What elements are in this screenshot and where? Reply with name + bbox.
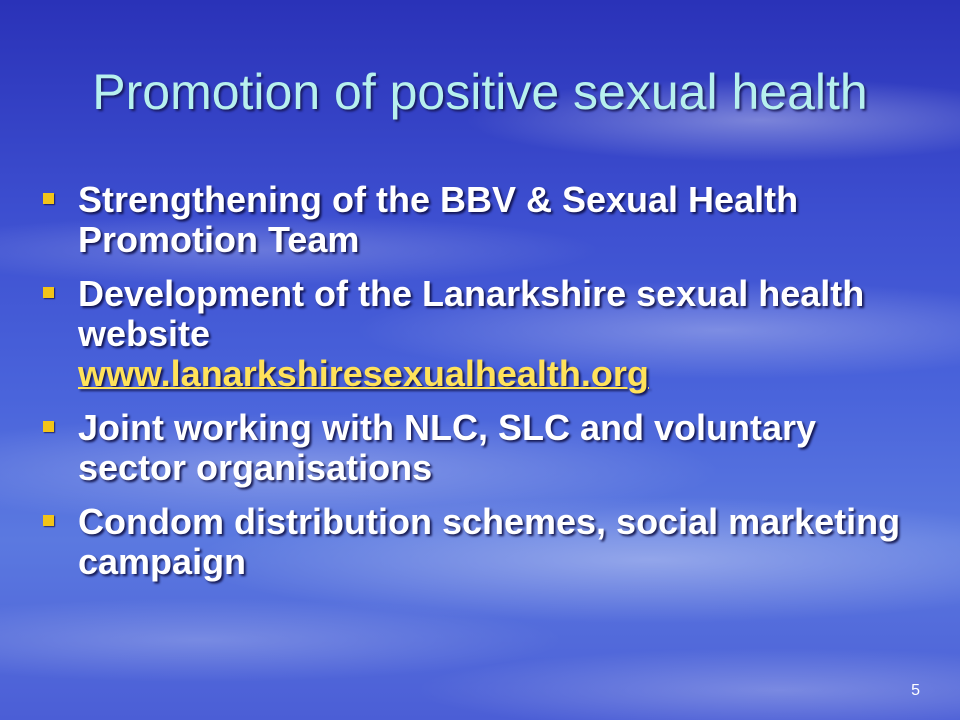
website-link[interactable]: www.lanarkshiresexualhealth.org	[78, 353, 649, 394]
bullet-item	[40, 408, 920, 488]
square-bullet-icon	[43, 287, 54, 298]
bullet-item	[40, 502, 920, 582]
square-bullet-icon	[43, 515, 54, 526]
bullet-list	[40, 180, 920, 596]
square-bullet-icon	[43, 421, 54, 432]
bullet-item	[40, 180, 920, 260]
slide-title: Promotion of positive sexual health	[92, 64, 868, 120]
bullet-text: Development of the Lanarkshire sexual health website	[78, 273, 865, 354]
square-bullet-icon	[43, 193, 54, 204]
bullet-text: Condom distribution schemes, social marketing campaign	[78, 501, 901, 582]
bullet-text: Strengthening of the BBV & Sexual Health Promotion Team	[78, 179, 799, 260]
bullet-text: Joint working with NLC, SLC and voluntary sector organisations	[78, 407, 817, 488]
slide-number: 5	[911, 682, 920, 699]
bullet-item	[40, 274, 920, 394]
